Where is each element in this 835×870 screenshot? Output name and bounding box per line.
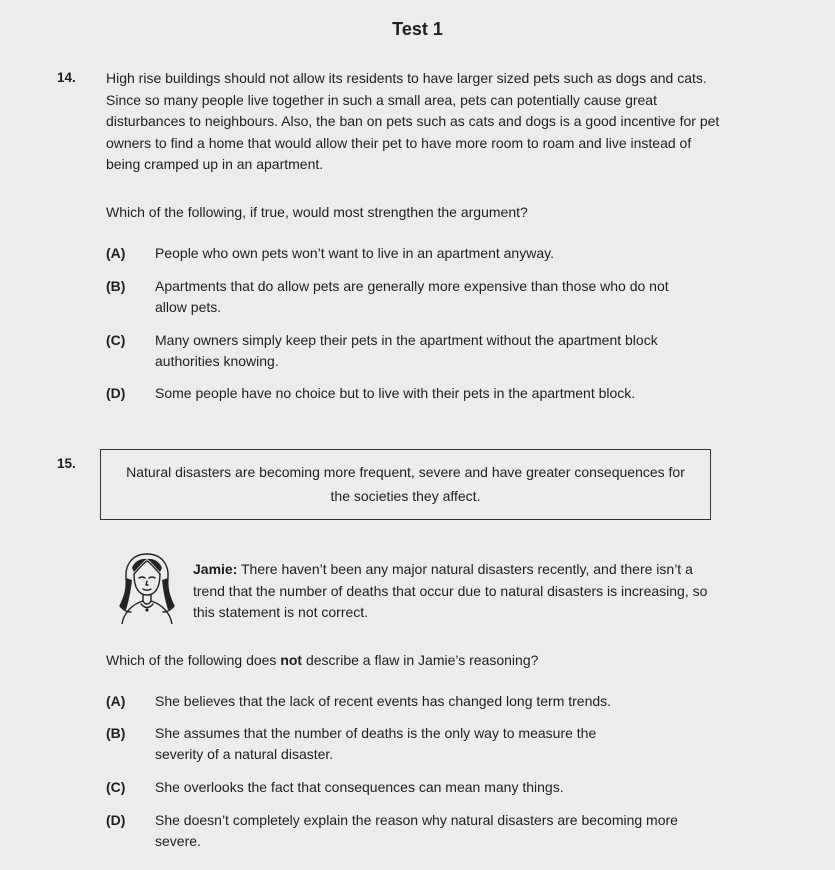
option-text: People who own pets won’t want to live in an apartment anyway. bbox=[155, 245, 554, 261]
option-text: Many owners simply keep their pets in the apartment without the apartment block authorities knowing. bbox=[155, 332, 658, 369]
jamie-avatar-icon bbox=[116, 548, 178, 624]
option-letter: (A) bbox=[106, 693, 126, 709]
option-text: She assumes that the number of deaths is the only way to measure the severity of a natural disaster. bbox=[155, 725, 597, 762]
option-letter: (A) bbox=[106, 245, 126, 261]
speech-text: There haven’t been any major natural disasters recently, and there isn’t a trend that the number of deaths that occur due to natural disasters is increasing, so this statement is not correct. bbox=[193, 561, 708, 620]
option-letter: (C) bbox=[106, 332, 126, 348]
option-text: She overlooks the fact that consequences can mean many things. bbox=[155, 779, 564, 795]
option-text: She doesn’t completely explain the reason why natural disasters are becoming more severe. bbox=[155, 812, 678, 849]
prompt-text-before: Which of the following does bbox=[106, 652, 281, 668]
prompt-emphasis: not bbox=[280, 652, 303, 668]
question-14-passage: High rise buildings should not allow its residents to have larger sized pets such as dogs and cats. Since so many people live together in such a small area, pets can potentially cause great disturbances to neighbours. Also, the ban on pets such as cats and dogs is a good incentive for pet owners to find a home that would allow their pet to have more room to roam and live instead of being cramped up in an apartment. bbox=[106, 70, 720, 172]
option-text: Some people have no choice but to live with their pets in the apartment block. bbox=[155, 385, 636, 401]
prompt-text-after: describe a flaw in Jamie’s reasoning? bbox=[302, 652, 539, 668]
question-14-prompt: Which of the following, if true, would most strengthen the argument? bbox=[106, 204, 528, 220]
option-text: Apartments that do allow pets are generally more expensive than those who do not allow pets. bbox=[155, 278, 669, 315]
question-14-number: 14. bbox=[57, 70, 76, 85]
statement-box bbox=[100, 449, 711, 520]
option-letter: (D) bbox=[106, 385, 126, 401]
jamie-speech bbox=[193, 559, 713, 624]
statement-text: Natural disasters are becoming more frequent, severe and have greater consequences for the societies they affect. bbox=[126, 464, 685, 504]
option-letter: (B) bbox=[106, 725, 126, 741]
option-text: She believes that the lack of recent events has changed long term trends. bbox=[155, 693, 612, 709]
question-15-prompt bbox=[106, 652, 538, 668]
option-letter: (C) bbox=[106, 779, 126, 795]
page-title: Test 1 bbox=[392, 19, 443, 39]
speaker-name: Jamie: bbox=[193, 561, 238, 577]
option-letter: (D) bbox=[106, 812, 126, 828]
option-letter: (B) bbox=[106, 278, 126, 294]
question-15-number: 15. bbox=[57, 456, 76, 471]
